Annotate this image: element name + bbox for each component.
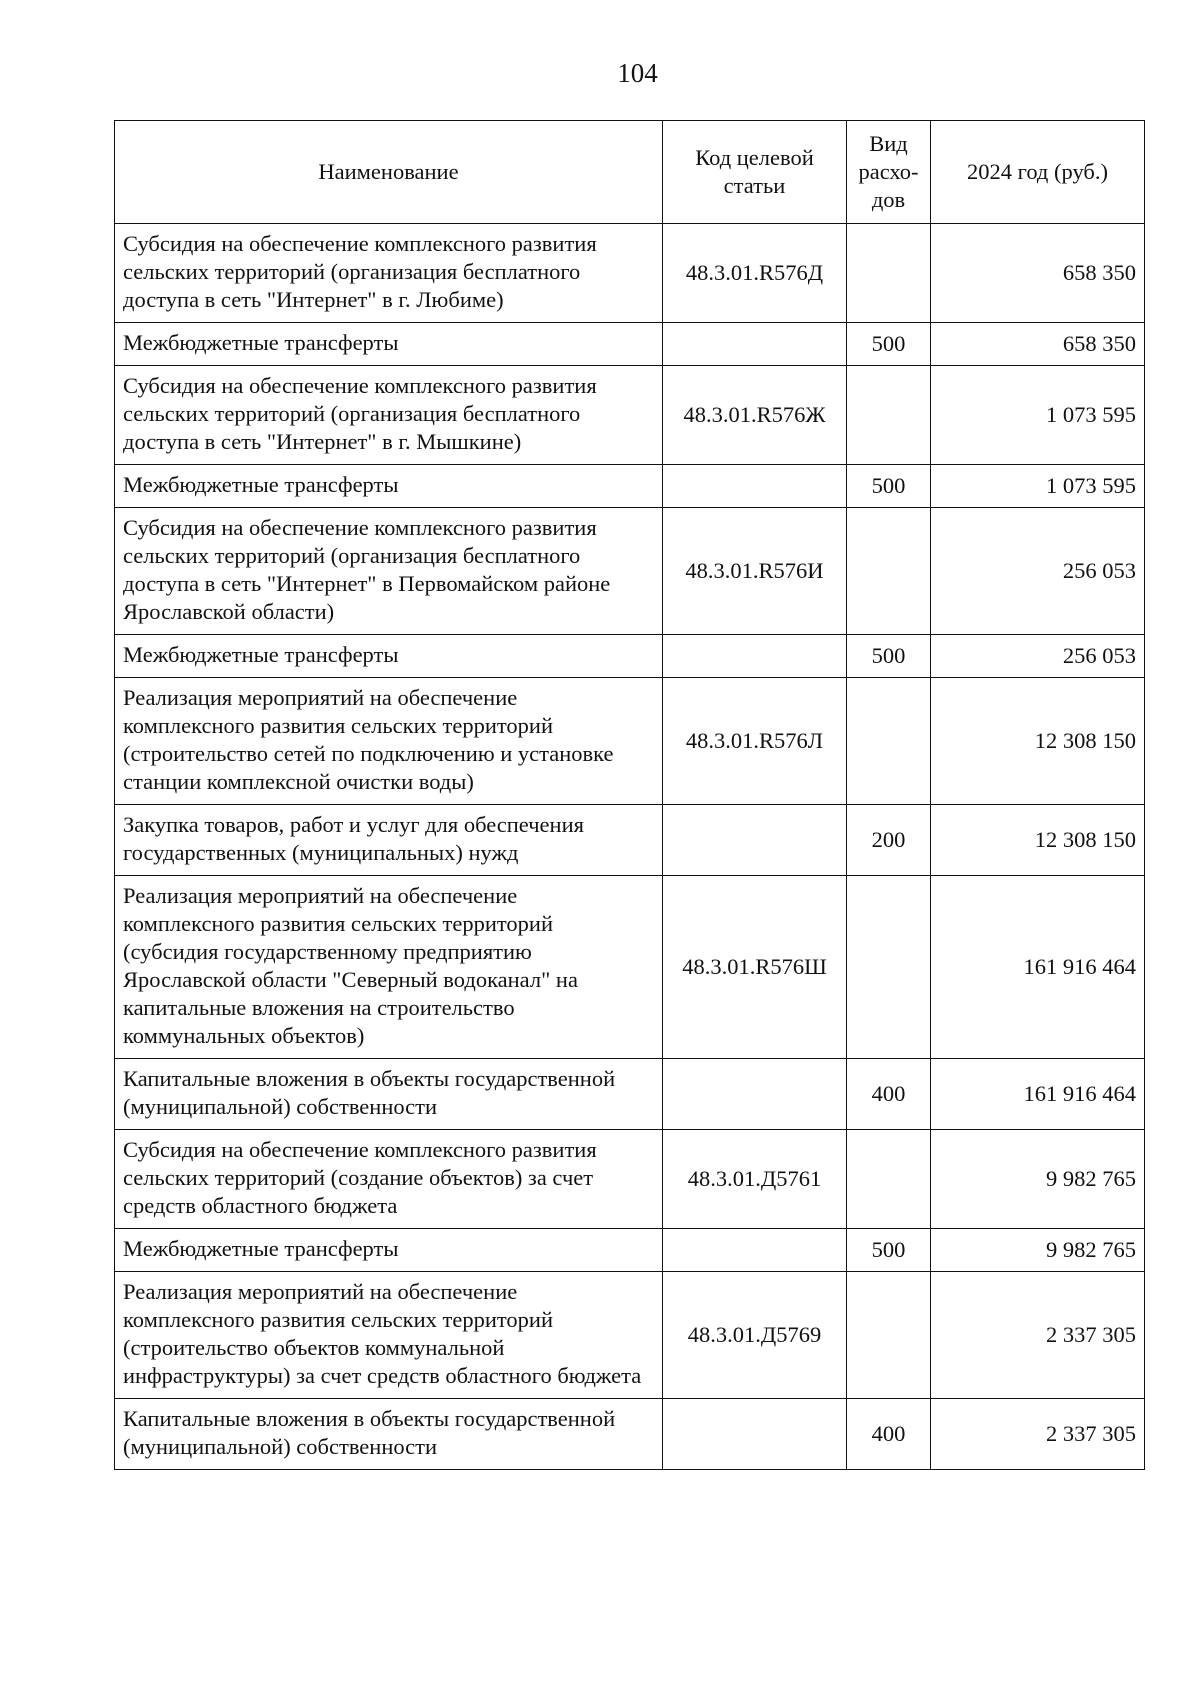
cell-kind: 500: [847, 635, 931, 678]
table-row: [115, 805, 1145, 876]
table-row: [115, 1059, 1145, 1130]
cell-code: 48.3.01.R576Л: [663, 678, 847, 805]
cell-code: [663, 465, 847, 508]
cell-kind: [847, 1130, 931, 1229]
cell-amount: 9 982 765: [931, 1229, 1145, 1272]
table-row: [115, 678, 1145, 805]
cell-name: Межбюджетные трансферты: [115, 465, 663, 508]
header-name: Наименование: [115, 121, 663, 224]
cell-name: Закупка товаров, работ и услуг для обеспечения государственных (муниципальных) нужд: [115, 805, 663, 876]
cell-amount: 1 073 595: [931, 366, 1145, 465]
cell-amount: 1 073 595: [931, 465, 1145, 508]
cell-code: 48.3.01.Д5761: [663, 1130, 847, 1229]
table-row: [115, 465, 1145, 508]
cell-name: Субсидия на обеспечение комплексного развития сельских территорий (организация бесплатного доступа в сеть "Интернет" в г. Любиме): [115, 224, 663, 323]
cell-amount: 161 916 464: [931, 876, 1145, 1059]
header-amount: 2024 год (руб.): [931, 121, 1145, 224]
cell-kind: [847, 366, 931, 465]
cell-amount: 658 350: [931, 224, 1145, 323]
page-number: 104: [617, 58, 658, 88]
table-row: [115, 635, 1145, 678]
cell-code: [663, 635, 847, 678]
cell-amount: 9 982 765: [931, 1130, 1145, 1229]
table-row: [115, 323, 1145, 366]
cell-amount: 658 350: [931, 323, 1145, 366]
cell-kind: 500: [847, 465, 931, 508]
budget-table: [114, 120, 1145, 1470]
header-kind: Вид расхо-дов: [847, 121, 931, 224]
cell-kind: [847, 224, 931, 323]
cell-kind: 400: [847, 1059, 931, 1130]
table-row: [115, 1229, 1145, 1272]
table-row: [115, 876, 1145, 1059]
cell-amount: 256 053: [931, 635, 1145, 678]
cell-code: 48.3.01.R576Ш: [663, 876, 847, 1059]
cell-kind: 500: [847, 1229, 931, 1272]
cell-code: [663, 1399, 847, 1470]
cell-kind: [847, 678, 931, 805]
cell-amount: 256 053: [931, 508, 1145, 635]
cell-code: 48.3.01.R576Ж: [663, 366, 847, 465]
cell-code: 48.3.01.R576Д: [663, 224, 847, 323]
cell-name: Межбюджетные трансферты: [115, 635, 663, 678]
cell-kind: 200: [847, 805, 931, 876]
cell-name: Капитальные вложения в объекты государственной (муниципальной) собственности: [115, 1059, 663, 1130]
cell-amount: 12 308 150: [931, 805, 1145, 876]
header-row: [115, 121, 1145, 224]
cell-name: Капитальные вложения в объекты государственной (муниципальной) собственности: [115, 1399, 663, 1470]
cell-code: 48.3.01.R576И: [663, 508, 847, 635]
cell-name: Субсидия на обеспечение комплексного развития сельских территорий (организация бесплатного доступа в сеть "Интернет" в Первомайском районе Ярославской области): [115, 508, 663, 635]
cell-kind: [847, 508, 931, 635]
cell-kind: 500: [847, 323, 931, 366]
table-row: [115, 366, 1145, 465]
cell-code: [663, 805, 847, 876]
cell-code: [663, 1059, 847, 1130]
cell-amount: 2 337 305: [931, 1272, 1145, 1399]
table-row: [115, 1272, 1145, 1399]
header-code: Код целевой статьи: [663, 121, 847, 224]
table-row: [115, 1130, 1145, 1229]
cell-name: Межбюджетные трансферты: [115, 1229, 663, 1272]
cell-name: Субсидия на обеспечение комплексного развития сельских территорий (создание объектов) за счет средств областного бюджета: [115, 1130, 663, 1229]
cell-kind: [847, 876, 931, 1059]
cell-kind: 400: [847, 1399, 931, 1470]
cell-name: Межбюджетные трансферты: [115, 323, 663, 366]
cell-code: 48.3.01.Д5769: [663, 1272, 847, 1399]
table-row: [115, 1399, 1145, 1470]
cell-name: Реализация мероприятий на обеспечение комплексного развития сельских территорий (строительство сетей по подключению и установке станции комплексной очистки воды): [115, 678, 663, 805]
cell-amount: 2 337 305: [931, 1399, 1145, 1470]
cell-code: [663, 323, 847, 366]
cell-amount: 161 916 464: [931, 1059, 1145, 1130]
table-row: [115, 224, 1145, 323]
cell-amount: 12 308 150: [931, 678, 1145, 805]
cell-name: Реализация мероприятий на обеспечение комплексного развития сельских территорий (субсидия государственному предприятию Ярославской области "Северный водоканал" на капитальные вложения на строительство коммунальных объектов): [115, 876, 663, 1059]
cell-name: Реализация мероприятий на обеспечение комплексного развития сельских территорий (строительство объектов коммунальной инфраструктуры) за счет средств областного бюджета: [115, 1272, 663, 1399]
cell-name: Субсидия на обеспечение комплексного развития сельских территорий (организация бесплатного доступа в сеть "Интернет" в г. Мышкине): [115, 366, 663, 465]
cell-code: [663, 1229, 847, 1272]
table-row: [115, 508, 1145, 635]
cell-kind: [847, 1272, 931, 1399]
